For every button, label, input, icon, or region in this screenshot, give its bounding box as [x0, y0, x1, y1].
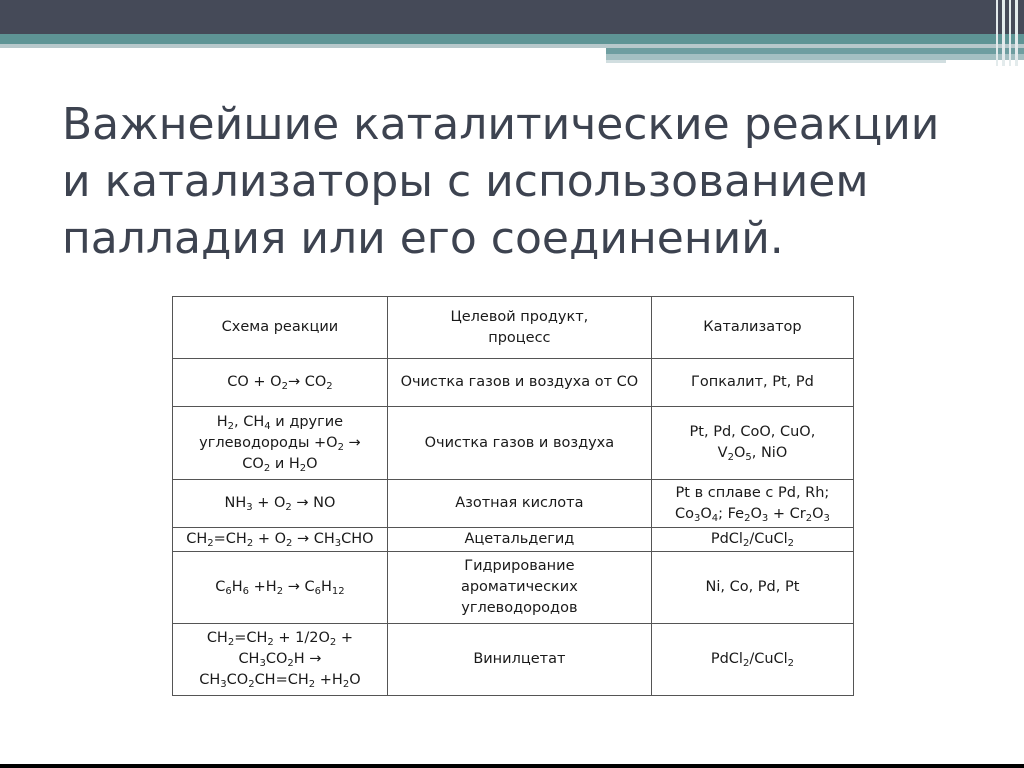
table-row: [173, 407, 854, 480]
cell-reaction-scheme: $H_2$, $CH_4$ и другие углеводороды $+O_2 \to CO_2$ и $H_2O$: [173, 407, 388, 480]
cell-target-product: Очистка газов и воздуха от CO: [387, 359, 651, 407]
cell-reaction-scheme: $CH_2=CH_2 + 1/2O_2 + CH_3CO_2H$ → $CH_3CO_2CH=CH_2 +H_2O$: [173, 624, 388, 696]
table-row: [173, 552, 854, 624]
cell-reaction-scheme: $NH_3 + O_2$ → NO: [173, 480, 388, 528]
cell-target-product: Винилцетат: [387, 624, 651, 696]
header-cell-scheme: Схема реакции: [173, 297, 388, 359]
cell-catalyst: Ni, Co, Pd, Pt: [651, 552, 853, 624]
cell-catalyst: PdCl$_2$/CuCl$_2$: [651, 624, 853, 696]
cell-reaction-scheme: $CH_2=CH_2 + O_2 \to CH_3CHO$: [173, 528, 388, 552]
header-band-teal: [0, 34, 1024, 44]
table-row: [173, 624, 854, 696]
header-cell-product: Целевой продукт, процесс: [387, 297, 651, 359]
cell-catalyst: Pt в сплаве с Pd, Rh; $Co_3O_4$; $Fe_2O_3 + Cr_2O_3$: [651, 480, 853, 528]
title-line: и катализаторы с использованием: [62, 156, 869, 207]
table-header-row: [173, 297, 854, 359]
reactions-table: [172, 296, 854, 696]
table-row: [173, 528, 854, 552]
cell-catalyst: Гопкалит, Pt, Pd: [651, 359, 853, 407]
cell-target-product: Ацетальдегид: [387, 528, 651, 552]
cell-catalyst: Pt, Pd, CoO, CuO, $V_2O_5$, NiO: [651, 407, 853, 480]
slide-title: [62, 96, 982, 267]
header-vertical-lines: [994, 0, 1024, 66]
header-band-dark: [0, 0, 1024, 34]
cell-target-product: Азотная кислота: [387, 480, 651, 528]
table-body: [173, 359, 854, 696]
cell-target-product: Очистка газов и воздуха: [387, 407, 651, 480]
cell-catalyst: PdCl$_2$/CuCl$_2$: [651, 528, 853, 552]
title-line: палладия или его соединений.: [62, 213, 784, 264]
title-line: Важнейшие каталитические реакции: [62, 99, 940, 150]
cell-reaction-scheme: CO + $O_2\to CO_2$: [173, 359, 388, 407]
table-row: [173, 480, 854, 528]
cell-target-product: Гидрирование ароматических углеводородов: [387, 552, 651, 624]
cell-reaction-scheme: $C_6H_6 +H_2 \to C_6H_{12}$: [173, 552, 388, 624]
table-row: [173, 359, 854, 407]
header-cell-catalyst: Катализатор: [651, 297, 853, 359]
header-stripe: [606, 60, 946, 63]
